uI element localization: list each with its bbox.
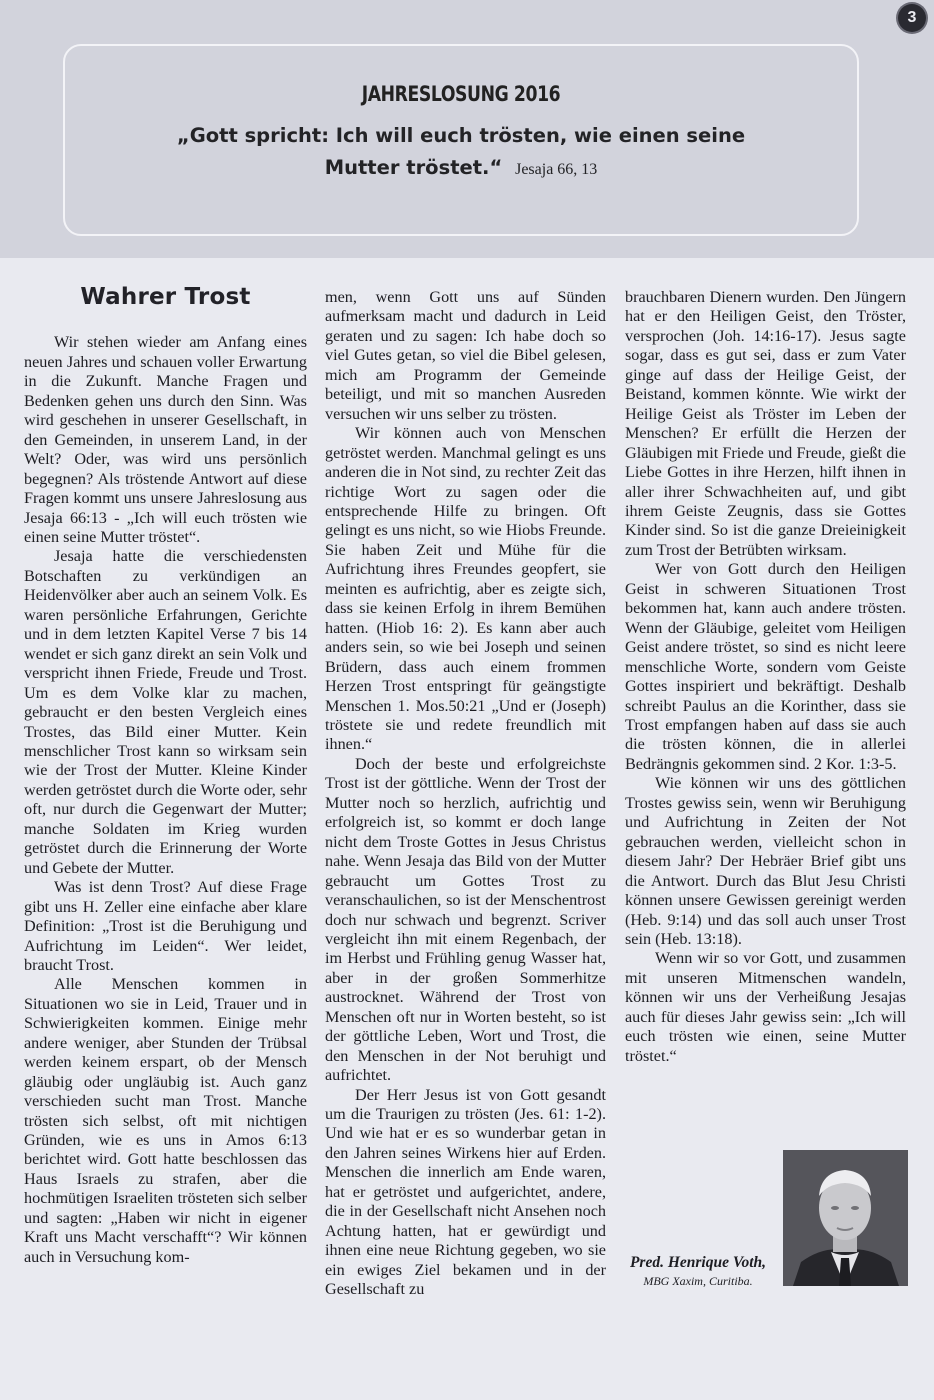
jahreslosung-quote-block: [141, 120, 781, 186]
article-column-2: [325, 288, 606, 1300]
paragraph: Wie können wir uns des göttlichen Trostes gewiss sein, wenn wir Beruhigung und Aufrichtung in Zeiten der Not gebrauchen werden, vielleicht schon in diesem Jahr? Der Hebräer Brief gibt uns die Antwort. Durch das Blut Jesu Christi können unsere Gewissen gereinigt werden (Heb. 9:14) und das soll auch unser Trost sein (Heb. 13:18).: [625, 774, 906, 948]
paragraph: Der Herr Jesus ist von Gott gesandt um die Traurigen zu trösten (Jes. 61: 1-2). Und wie hat er es so wunderbar getan in den Jahren seines Wirkens hier auf Erden. Menschen die innerlich am Ende waren, hat er getröstet und aufgerichtet, andere, die in der Gesellschaft nicht Ansehen noch Achtung hatten, hat er gewürdigt und ihnen eine neue Richtung gegeben, wo sie ein ewiges Ziel bekamen und in der Gesellschaft zu: [325, 1085, 606, 1299]
paragraph: Alle Menschen kommen in Situationen wo sie in Leid, Trauer und in Schwierigkeiten kommen. Einige mehr andere weniger, aber Stunden der Trübsal werden keinem erspart, ob der Mensch gläubig oder ungläubig ist. Auch ganz verschieden sucht man Trost. Manche trösten sich selbst, oft mit nichtigen Gründen, wie es uns in Amos 6:13 berichtet wird. Gott hatte beschlossen das Haus Israels zu strafen, aber die hochmütigen Israeliten trösteten sich selber und sagten: „Haben wir nicht in eigener Kraft uns Macht verschafft“? Wir können auch in Versuchung kom-: [24, 975, 307, 1266]
jahreslosung-box: [63, 44, 859, 236]
article-title: Wahrer Trost: [80, 284, 251, 310]
article-column-1: [24, 286, 307, 1267]
paragraph: Jesaja hatte die verschiedensten Botschaften zu verkündigen an Heidenvölker aber auch an seinem Volk. Es waren persönliche Erfahrungen, Gerichte und in dem letzten Kapitel Verse 7 bis 14 wendet er sich ganz direkt an sein Volk und verspricht ihnen Friede, Freude und Trost. Um es dem Volke klar zu machen, gebraucht er den besten Vergleich eines Trostes, das Bild einer Mutter. Kein menschlicher Trost kann so wirksam sein wie der Trost der Mutter. Kleine Kinder werden getröstet durch die Worte oder, sehr oft, nur durch die Gegenwart der Mutter; manche Soldaten im Krieg wurden getröstet durch die Erinnerung der Worte und Gebete der Mutter.: [24, 547, 307, 877]
author-caption: [618, 1254, 778, 1289]
paragraph: Wenn wir so vor Gott, und zusammen mit unseren Mitmenschen wandeln, können wir uns der Verheißung Jesajas auch für dieses Jahr gewiss sein: „Ich will euch trösten wie einen, seine Mutter tröstet.“: [625, 949, 906, 1065]
portrait-illustration: [783, 1150, 908, 1286]
jahreslosung-title: JAHRESLOSUNG 2016: [361, 82, 561, 106]
author-place: MBG Xaxim, Curitiba.: [643, 1274, 753, 1288]
paragraph: Wer von Gott durch den Heiligen Geist in schweren Situationen Trost bekommen hat, kann auch andere trösten. Wenn der Gläubige, geleitet vom Heiligen Geist andere tröstet, so sind es nicht leere menschliche Worte, sondern vom Geiste Gottes inspiriert und bekräftigt. Deshalb schreibt Paulus an die Korinther, dass sie Trost empfangen haben auf dass sie auch die trösten können, die in allerlei Bedrängnis gekommen sind. 2 Kor. 1:3-5.: [625, 560, 906, 773]
paragraph: Doch der beste und erfolgreichste Trost ist der göttliche. Wenn der Trost der Mutter noch so herzlich, aufrichtig und erfolgreich ist, so kommt er doch lange nicht dem Troste Gottes in Jesus Christus nahe. Wenn Jesaja das Bild von der Mutter gebraucht um Gottes Trost zu veranschaulichen, so ist der Menschentrost doch nur schwach und begrenzt. Scriver vergleicht ihn mit einem Regenbach, der im Herbst und Frühling genug Wasser hat, aber in der großen Sommerhitze austrocknet. Während der Trost von Menschen oft nur in Worten besteht, so ist der göttliche Leben, Wort und Trost, die den Menschen in der Not beruhigt und aufrichtet.: [325, 754, 606, 1085]
paragraph: Was ist denn Trost? Auf diese Frage gibt uns H. Zeller eine einfache aber klare Definition: „Trost ist die Beruhigung und Aufrichtung im Leiden“. Wer leidet, braucht Trost.: [24, 878, 307, 974]
paragraph: men, wenn Gott uns auf Sünden aufmerksam macht und dadurch in Leid geraten und zu sagen: Ich habe doch so viel Gutes getan, so viel die Bibel gelesen, mich am Programm der Gemeinde beteiligt, und mit so manchen Ausreden versuchen wir uns selber zu trösten.: [325, 288, 606, 423]
paragraph: brauchbaren Dienern wurden. Den Jüngern hat er den Heiligen Geist, den Tröster, versprochen (Joh. 14:16-17). Jesus sagte sogar, dass es gut sei, dass er zum Vater ginge auf dass der Heilige Geist, der Beistand, kommen könnte. Wie wirkt der Heilige Geist als Tröster im Leben der Menschen? Er erfüllt die Herzen der Gläubigen mit Friede und Freude, gießt die Liebe Gottes in ihre Herzen, hilft ihnen in aller ihrer Schwachheiten auf, und gibt ihrem Geiste Zeugnis, dass sie Gottes Kinder sind. So ist die ganze Dreieinigkeit zum Trost der Betrübten wirksam.: [625, 288, 906, 559]
author-portrait-photo: [783, 1150, 908, 1286]
paragraph: Wir stehen wieder am Anfang eines neuen Jahres und schauen voller Erwartung in die Zukunft. Manche Fragen und Bedenken gehen uns durch den Sinn. Was wird geschehen in unserer Gesellschaft, in den Gemeinden, in unserem Land, in der Welt? Oder, was wird uns persönlich begegnen? Als tröstende Antwort auf diese Fragen kommt uns unsere Jahreslosung aus Jesaja 66:13 - „Ich will euch trösten wie einen seine Mutter tröstet“.: [24, 333, 307, 546]
article-column-3: [625, 288, 906, 1066]
paragraph: Wir können auch von Menschen getröstet werden. Manchmal gelingt es uns anderen die in Not sind, zu rechter Zeit das richtige Wort zu sagen oder die entsprechende Hilfe zu bringen. Oft gelingt es uns nicht, so wie Hiobs Freunde. Sie haben Zeit und Mühe für die Aufrichtung ihres Freundes geopfert, sie meinten es aufrichtig, aber es zeigte sich, dass sie keinen Erfolg in ihrem Bemühen hatten. (Hiob 16: 2). Es kann aber auch anders sein, so wie bei Joseph und seinen Brüdern, dass auch einem frommen Herzen Trost entspringt für geängstigte Menschen 1. Mos.50:21 „Und er (Joseph) tröstete sie und redete freundlich mit ihnen.“: [325, 424, 606, 754]
jahreslosung-quote: „Gott spricht: Ich will euch trösten, wie einen seine Mutter tröstet.“: [176, 124, 746, 179]
author-name: Pred. Henrique Voth,: [629, 1254, 767, 1271]
author-block: [618, 1150, 908, 1290]
jahreslosung-reference: Jesaja 66, 13: [515, 161, 598, 178]
page-number-badge: 3: [898, 4, 926, 32]
